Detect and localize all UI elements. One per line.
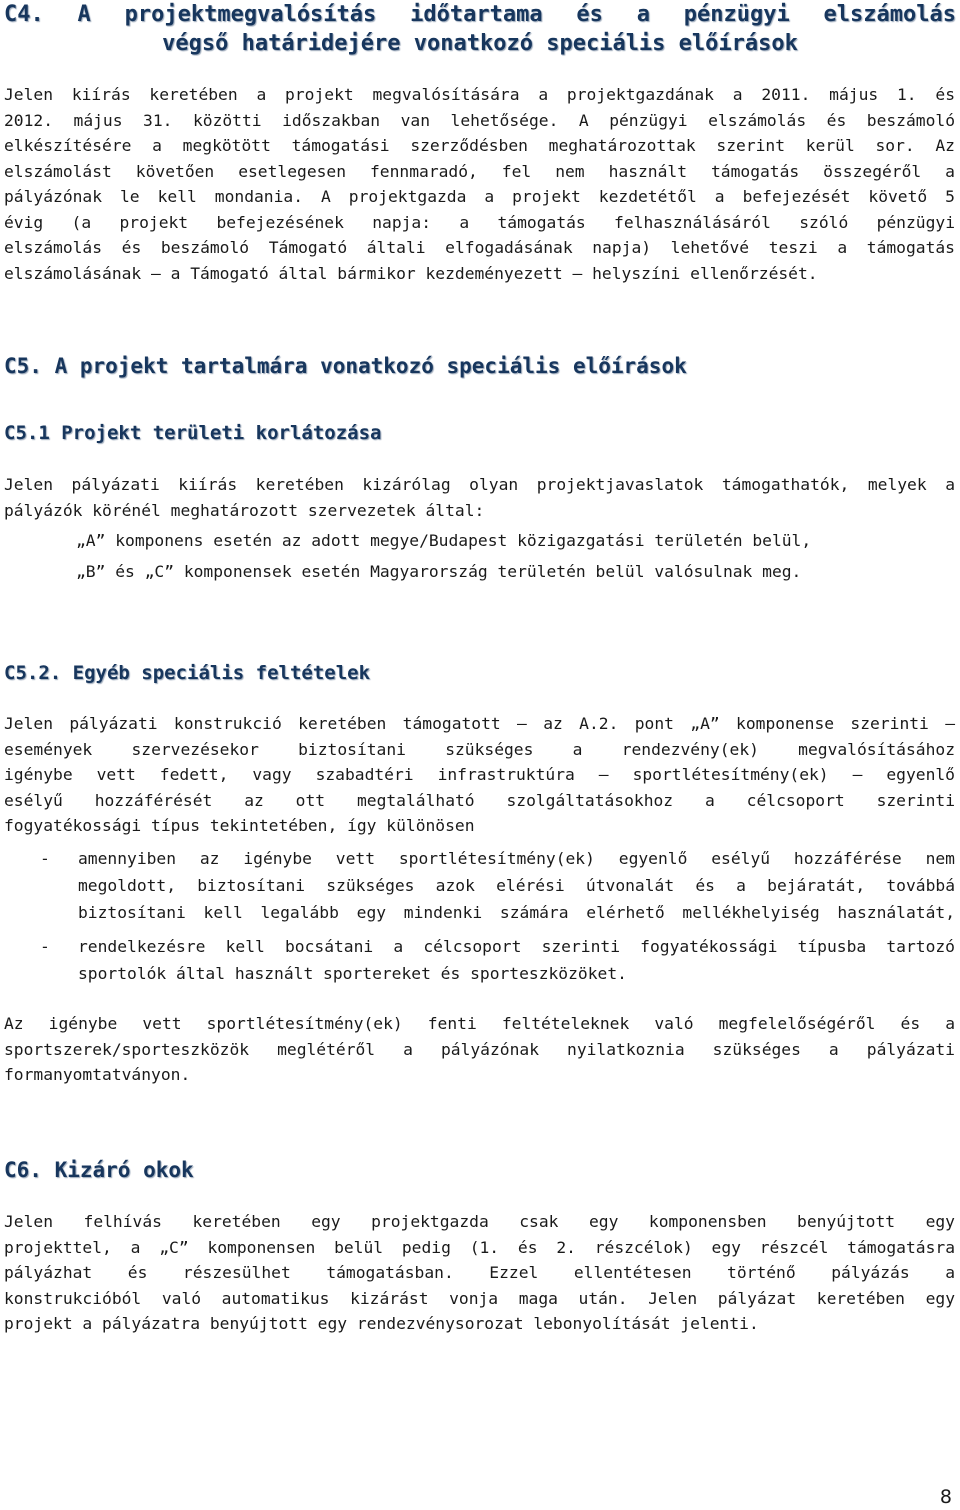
bullet-dash: - [40,849,50,868]
bullet-line: amennyiben az igénybe vett sportlétesítmény(ek) egyenlő esélyű hozzáférése nem [78,849,955,868]
bullet-item [40,845,955,926]
paragraph-line: 2012. május 31. közötti időszakban van lehetősége. A pénzügyi elszámolás és beszámoló [4,110,955,130]
paragraph-line: elszámolást követően esetlegesen fennmaradó, fel nem használt támogatás összegéről a [4,161,955,181]
paragraph-line: pályázhat és részesülhet támogatásban. Ezzel ellentétesen történő pályázás a [4,1263,955,1282]
paragraph-line: Jelen felhívás keretében egy projektgazda csak egy komponensben benyújtott egy [4,1212,955,1231]
section-c51-title: C5.1 Projekt területi korlátozása [4,422,382,444]
section-c4-title-line2: végső határidejére vonatkozó speciális előírások [162,31,798,56]
paragraph-line: formanyomtatványon. [4,1065,191,1084]
component-item-a: „A” komponens esetén az adott megye/Budapest közigazgatási területén belül, [76,531,812,550]
section-c4-title-line1: C4. A projektmegvalósítás időtartama és a pénzügyi elszámolás [4,2,956,27]
bullet-dash: - [40,937,50,956]
paragraph-line: projekttel, a „C” komponensen belül pedig (1. és 2. részcélok) egy részcél támogatásra [4,1237,955,1257]
bullet-line: sportolók által használt sportereket és sporteszközöket. [78,964,627,983]
bullet-item [40,933,955,987]
section-c5-title: C5. A projekt tartalmára vonatkozó speciális előírások [4,354,687,378]
section-c4-paragraph [4,82,955,286]
component-item-bc: „B” és „C” komponensek esetén Magyarország területén belül valósulnak meg. [76,562,802,581]
section-c6-paragraph [4,1209,955,1337]
paragraph-line: pályázók körénél meghatározott szervezetek által: [4,500,485,520]
bullet-text [78,933,955,987]
page-number: 8 [939,1486,952,1508]
paragraph-line: Jelen kiírás keretében a projekt megvalósítására a projektgazdának a 2011. május 1. és [4,85,955,104]
section-c52-closing [4,1011,955,1088]
paragraph-line: Jelen pályázati kiírás keretében kizárólag olyan projektjavaslatok támogathatók, melyek a [4,475,955,494]
paragraph-line: Jelen pályázati konstrukció keretében támogatott – az A.2. pont „A” komponense szerinti – [4,714,955,733]
paragraph-line: esélyű hozzáférését az ott megtalálható szolgáltatásokhoz a célcsoport szerinti [4,790,955,810]
paragraph-line: sportszerek/sporteszközök meglétéről a pályázónak nyilatkoznia szükséges a pályázati [4,1039,955,1059]
paragraph-line: fogyatékossági típus tekintetében, így különösen [4,816,475,835]
paragraph-line: konstrukcióból való automatikus kizárást vonja maga után. Jelen pályázat keretében egy [4,1288,955,1308]
paragraph-line: évig (a projekt befejezésének napja: a támogatás felhasználásáról szóló pénzügyi [4,212,955,232]
bullet-text [78,845,955,926]
paragraph-line: igénybe vett fedett, vagy szabadtéri infrastruktúra – sportlétesítmény(ek) – egyenlő [4,765,955,784]
section-c4-title [4,0,956,58]
paragraph-line: események szervezésekor biztosítani szükséges a rendezvény(ek) megvalósításához [4,739,955,759]
section-c52-paragraph [4,711,955,839]
section-c51-paragraph [4,472,955,523]
section-c52-title: C5.2. Egyéb speciális feltételek [4,662,371,684]
paragraph-line: elszámolásának – a Támogató által bármikor kezdeményezett – helyszíni ellenőrzését. [4,263,818,283]
paragraph-line: Az igénybe vett sportlétesítmény(ek) fenti feltételeknek való megfelelőségéről és a [4,1014,955,1033]
paragraph-line: projekt a pályázatra benyújtott egy rendezvénysorozat lebonyolítását jelenti. [4,1314,759,1333]
paragraph-line: elkészítésére a megkötött támogatási szerződésben meghatározottak szerint kerül sor. Az [4,136,955,155]
bullet-line: rendelkezésre kell bocsátani a célcsoport szerinti fogyatékossági típusba tartozó [78,937,955,956]
paragraph-line: pályázónak le kell mondania. A projektgazda a projekt kezdetétől a befejezését követő 5 [4,187,955,206]
paragraph-line: elszámolás és beszámoló Támogató általi elfogadásának napja) lehetővé teszi a támogatás [4,238,955,257]
section-c6-title: C6. Kizáró okok [4,1158,194,1182]
bullet-line: megoldott, biztosítani szükséges azok elérési útvonalát és a bejáratát, továbbá [78,876,955,895]
bullet-line: biztosítani kell legalább egy mindenki számára elérhető mellékhelyiség használatát, [78,903,955,922]
